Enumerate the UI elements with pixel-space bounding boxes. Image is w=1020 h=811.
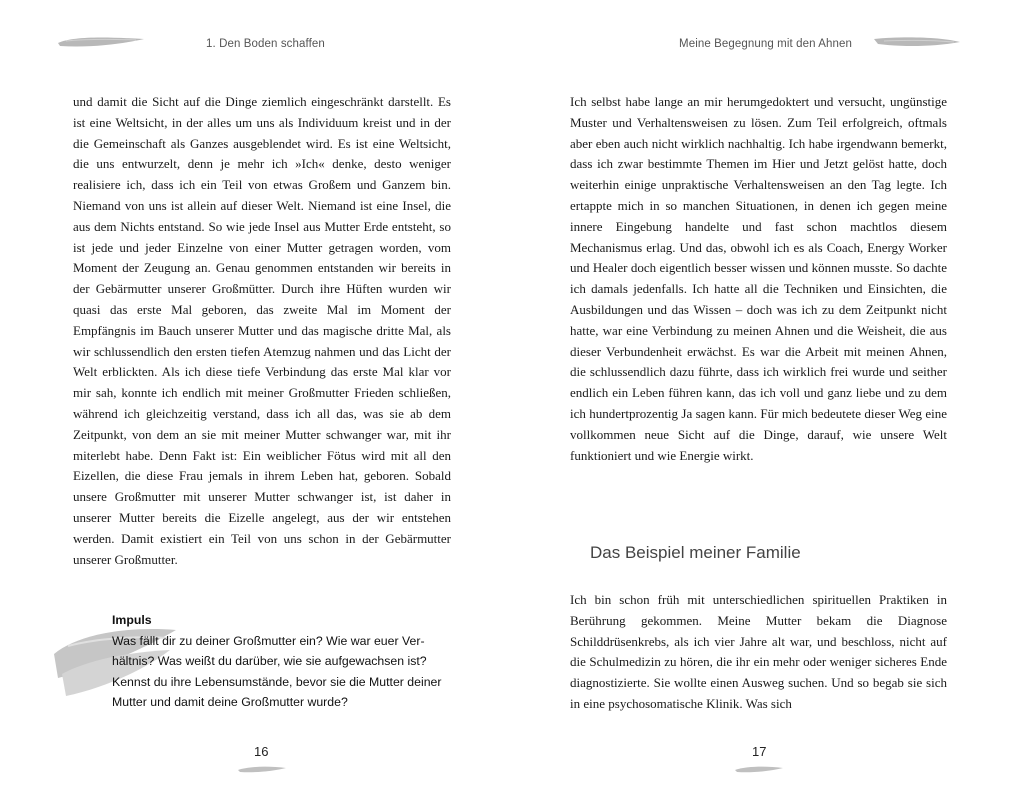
brush-stroke-icon — [872, 34, 962, 50]
impuls-box — [48, 610, 468, 720]
section-heading: Das Beispiel meiner Familie — [590, 543, 801, 562]
right-page — [510, 0, 1020, 811]
impuls-title: Impuls — [112, 613, 152, 627]
brush-stroke-icon — [56, 34, 146, 50]
impuls-content — [112, 610, 452, 713]
page-number: 17 — [752, 744, 767, 759]
running-head: Meine Begegnung mit den Ahnen — [679, 38, 852, 50]
running-head: 1. Den Boden schaffen — [206, 38, 325, 50]
impuls-text: Was fällt dir zu deiner Großmutter ein? Wie war euer Verhältnis? Was weißt du darüber, wie sie aufgewachsen ist? Kennst du ihre Lebensumstände, bevor sie die Mutter deiner Mutter und damit deine Großmutter wurde? — [112, 633, 442, 710]
paragraph: Ich bin schon früh mit unterschiedlichen spirituellen Praktiken in Berührung gekommen. Meine Mutter bekam die Diagnose Schilddrüsenkrebs, als ich vier Jahre alt war, und beschloss, nicht auf die Schulmedizin zu hören, die ihr ein mehr oder weniger sicheres Ende diagnostizierte. Sie wollte einen Ausweg suchen. Und so begab sie sich in eine psychosomatische Klinik. Was sich — [570, 592, 947, 711]
body-text — [570, 92, 947, 466]
brush-stroke-icon — [733, 764, 785, 774]
body-text — [73, 92, 451, 570]
brush-stroke-icon — [236, 764, 288, 774]
paragraph: und damit die Sicht auf die Dinge ziemlich eingeschränkt darstellt. Es ist eine Weltsicht, in der alles um uns als Individuum kreist und in der die Gemeinschaft als Ganzes ausgeblendet wird. Es ist eine Weltsicht, die uns entwurzelt, denn je mehr ich »Ich« denke, desto weniger realisiere ich, dass ich ein Teil von etwas Großem und Ganzem bin. Niemand von uns ist allein auf dieser Welt. Niemand ist eine Insel, die aus dem Nichts entstand. So wie jede Insel aus Mutter Erde entsteht, so ist jede und jeder Einzelne von einer Mutter getragen worden, vom Moment der Zeugung an. Genau genommen entstanden wir bereits in der Gebärmutter unserer Großmütter. Durch ihre Hüften wurden wir quasi das erste Mal geboren, das zweite Mal im Moment der Empfängnis im Bauch unserer Mutter und das magische dritte Mal, als wir schlussendlich den ersten tiefen Atemzug nahmen und das Licht der Welt erblickten. Als ich diese tiefe Verbindung das erste Mal klar vor mir sah, konnte ich endlich mit meiner Großmutter Frieden schließen, während ich gleichzeitig verstand, dass ich all das, was sie ab dem Zeitpunkt, von dem an sie mit meiner Mutter schwanger war, mit ihr miterlebt habe. Denn Fakt ist: Ein weiblicher Fötus wird mit all den Eizellen, die diese Frau jemals in ihrem Leben hat, geboren. Sobald unsere Großmutter mit unserer Mutter schwanger ist, ist daher in unserer Mutter bereits die Eizelle angelegt, aus der wir entstehen werden. Damit existiert ein Teil von uns schon in der Gebärmutter unserer Großmutter. — [73, 94, 451, 567]
section-body-text — [570, 590, 947, 715]
page-number: 16 — [254, 744, 269, 759]
paragraph: Ich selbst habe lange an mir herumgedoktert und versucht, ungünstige Muster und Verhaltensweisen zu lösen. Zum Teil erfolgreich, oftmals aber eben auch nicht wirklich nachhaltig. Ich habe irgendwann bemerkt, dass ich zwar bestimmte Themen im Hier und Jetzt gelöst hatte, doch weiterhin einige unpraktische Verhaltensweisen an den Tag legte. Ich ertappte mich in so manchen Situationen, in denen ich gegen meine innere Eingebung handelte und fast schon machtlos diesem Mechanismus erlag. Und das, obwohl ich es als Coach, Energy Worker und Healer doch eigentlich besser wissen und können musste. So dachte ich damals jedenfalls. Ich hatte all die Techniken und Einsichten, die Ausbildungen und das Wissen – doch was ich zu dem Zeitpunkt nicht hatte, war eine Verbindung zu meinen Ahnen und die Weisheit, die aus dieser Verbundenheit erwächst. Es war die Arbeit mit meinen Ahnen, die schlussendlich dazu führte, dass ich wirklich frei wurde und seither endlich ein Leben führen kann, das ich voll und ganz liebe und zu dem ich hundertprozentig Ja sagen kann. Für mich bedeutete dieser Weg eine vollkommen neue Sicht auf die Dinge, darauf, wie unsere Welt funktioniert und wie Energie wirkt. — [570, 94, 947, 463]
